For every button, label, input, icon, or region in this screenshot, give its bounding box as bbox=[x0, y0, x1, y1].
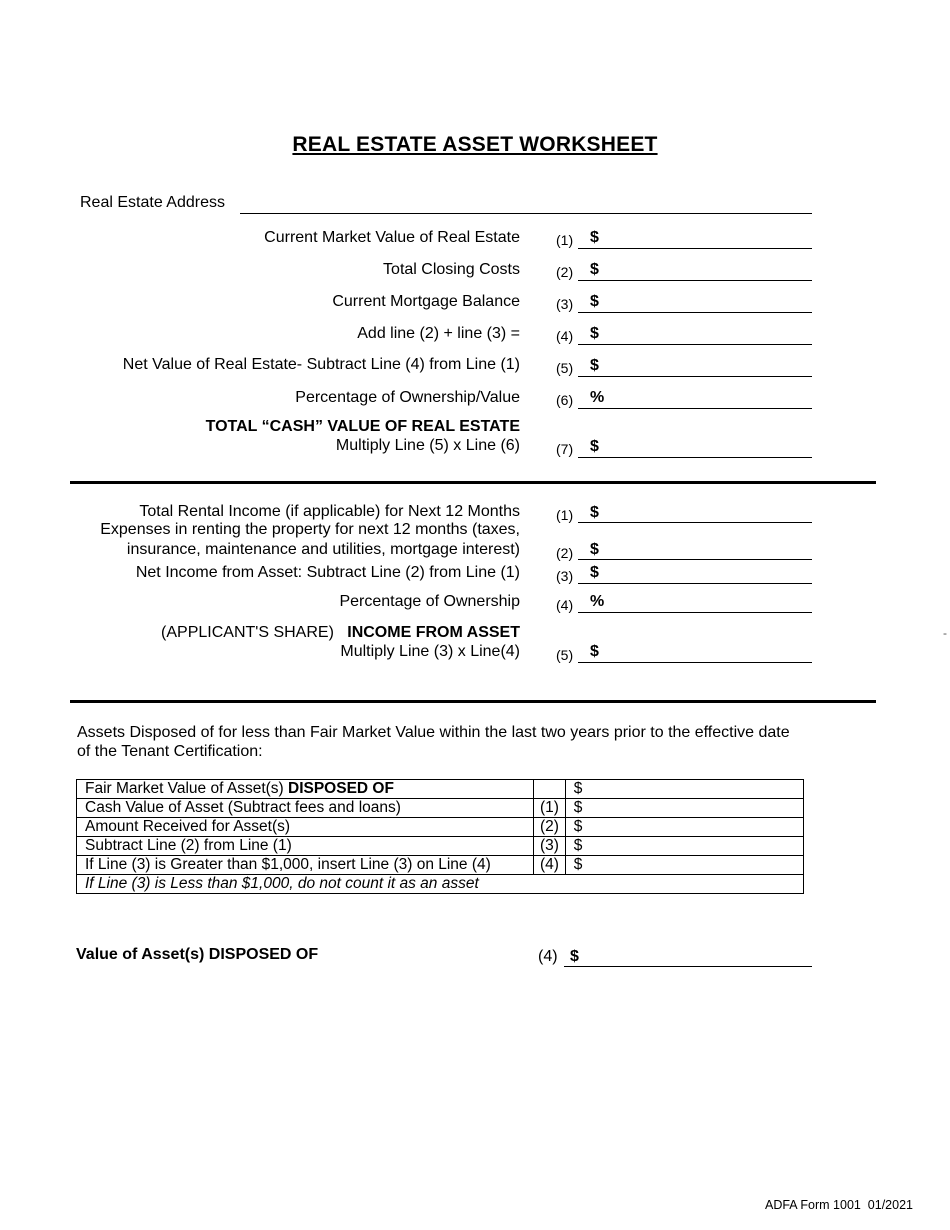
net-value-field[interactable] bbox=[578, 376, 812, 377]
table-cell-number: (1) bbox=[534, 799, 566, 818]
ownership-label: Percentage of Ownership bbox=[339, 593, 520, 610]
ownership-value-field[interactable] bbox=[578, 408, 812, 409]
dollar-sign: $ bbox=[590, 564, 599, 581]
value-disposed-field[interactable] bbox=[564, 966, 812, 967]
address-label: Real Estate Address bbox=[80, 194, 225, 211]
dollar-sign: $ bbox=[590, 438, 599, 455]
applicant-share-instruction: Multiply Line (3) x Line(4) bbox=[340, 643, 520, 660]
margin-mark: - bbox=[943, 626, 947, 640]
table-cell-label: Amount Received for Asset(s) bbox=[77, 818, 534, 837]
address-field[interactable] bbox=[240, 213, 812, 214]
net-income-label: Net Income from Asset: Subtract Line (2) from Line (1) bbox=[135, 564, 520, 581]
market-value-field[interactable] bbox=[578, 248, 812, 249]
table-row bbox=[77, 837, 804, 856]
mortgage-balance-label: Current Mortgage Balance bbox=[332, 293, 520, 310]
table-row bbox=[77, 780, 804, 799]
dollar-sign: $ bbox=[590, 261, 599, 278]
dollar-sign: $ bbox=[590, 229, 599, 246]
market-value-label: Current Market Value of Real Estate bbox=[264, 229, 520, 246]
rental-income-label: Total Rental Income (if applicable) for Next 12 Months bbox=[139, 503, 520, 520]
line-number: (3) bbox=[556, 568, 574, 584]
amount-received-field[interactable]: $ bbox=[565, 818, 803, 837]
ownership-value-label: Percentage of Ownership/Value bbox=[295, 389, 520, 406]
table-note: If Line (3) is Less than $1,000, do not count it as an asset bbox=[77, 875, 804, 894]
section-divider bbox=[70, 481, 876, 484]
mortgage-balance-field[interactable] bbox=[578, 312, 812, 313]
line-number: (4) bbox=[556, 597, 574, 613]
add-lines-field[interactable] bbox=[578, 344, 812, 345]
dollar-sign: $ bbox=[590, 541, 599, 558]
subtract-line-field[interactable]: $ bbox=[565, 837, 803, 856]
income-from-asset-heading: INCOME FROM ASSET bbox=[347, 624, 520, 641]
section-divider bbox=[70, 700, 876, 703]
line-number: (3) bbox=[556, 296, 574, 312]
line-number: (5) bbox=[556, 647, 574, 663]
table-cell-label: Cash Value of Asset (Subtract fees and loans) bbox=[77, 799, 534, 818]
dollar-sign: $ bbox=[590, 643, 599, 660]
table-row bbox=[77, 856, 804, 875]
line-number: (2) bbox=[556, 264, 574, 280]
page-title: REAL ESTATE ASSET WORKSHEET bbox=[292, 133, 658, 156]
add-lines-label: Add line (2) + line (3) = bbox=[357, 325, 520, 342]
total-cash-heading: TOTAL “CASH” VALUE OF REAL ESTATE bbox=[205, 418, 520, 435]
table-row bbox=[77, 799, 804, 818]
table-row bbox=[77, 875, 804, 894]
applicant-share-prefix: (APPLICANT'S SHARE) bbox=[161, 624, 334, 641]
line-number: (4) bbox=[538, 948, 558, 965]
table-row bbox=[77, 818, 804, 837]
form-footer: ADFA Form 1001 01/2021 bbox=[764, 1198, 913, 1212]
fair-market-value-field[interactable]: $ bbox=[565, 780, 803, 799]
line-number: (4) bbox=[556, 328, 574, 344]
closing-costs-field[interactable] bbox=[578, 280, 812, 281]
dollar-sign: $ bbox=[590, 325, 599, 342]
total-cash-field[interactable] bbox=[578, 457, 812, 458]
dollar-sign: $ bbox=[570, 948, 579, 965]
disposed-assets-table bbox=[76, 779, 804, 894]
table-cell-label: Fair Market Value of Asset(s) DISPOSED OF bbox=[77, 780, 534, 799]
percent-sign: % bbox=[590, 389, 605, 406]
disposed-intro: Assets Disposed of for less than Fair Market Value within the last two years prior to the effective date of the Tenant Certification: bbox=[77, 724, 790, 760]
income-from-asset-field[interactable] bbox=[578, 662, 812, 663]
total-cash-instruction: Multiply Line (5) x Line (6) bbox=[335, 437, 520, 454]
net-value-label: Net Value of Real Estate- Subtract Line (4) from Line (1) bbox=[122, 356, 520, 373]
expenses-label-line2: insurance, maintenance and utilities, mortgage interest) bbox=[126, 541, 520, 558]
table-cell-number bbox=[534, 780, 566, 799]
greater-than-field[interactable]: $ bbox=[565, 856, 803, 875]
expenses-field[interactable] bbox=[578, 559, 812, 560]
dollar-sign: $ bbox=[590, 293, 599, 310]
line-number: (7) bbox=[556, 441, 574, 457]
applicant-share-heading bbox=[161, 624, 520, 642]
value-disposed-label: Value of Asset(s) DISPOSED OF bbox=[76, 946, 319, 963]
percent-sign: % bbox=[590, 593, 605, 610]
closing-costs-label: Total Closing Costs bbox=[383, 261, 520, 278]
line-number: (1) bbox=[556, 232, 574, 248]
table-cell-label: If Line (3) is Greater than $1,000, insert Line (3) on Line (4) bbox=[77, 856, 534, 875]
expenses-label-line1: Expenses in renting the property for next 12 months (taxes, bbox=[100, 521, 520, 538]
line-number: (6) bbox=[556, 392, 574, 408]
table-cell-number: (2) bbox=[534, 818, 566, 837]
net-income-field[interactable] bbox=[578, 583, 812, 584]
dollar-sign: $ bbox=[590, 504, 599, 521]
dollar-sign: $ bbox=[590, 357, 599, 374]
table-cell-number: (3) bbox=[534, 837, 566, 856]
cash-value-field[interactable]: $ bbox=[565, 799, 803, 818]
line-number: (2) bbox=[556, 545, 574, 561]
line-number: (1) bbox=[556, 507, 574, 523]
rental-income-field[interactable] bbox=[578, 522, 812, 523]
line-number: (5) bbox=[556, 360, 574, 376]
table-cell-label: Subtract Line (2) from Line (1) bbox=[77, 837, 534, 856]
ownership-field[interactable] bbox=[578, 612, 812, 613]
table-cell-number: (4) bbox=[534, 856, 566, 875]
